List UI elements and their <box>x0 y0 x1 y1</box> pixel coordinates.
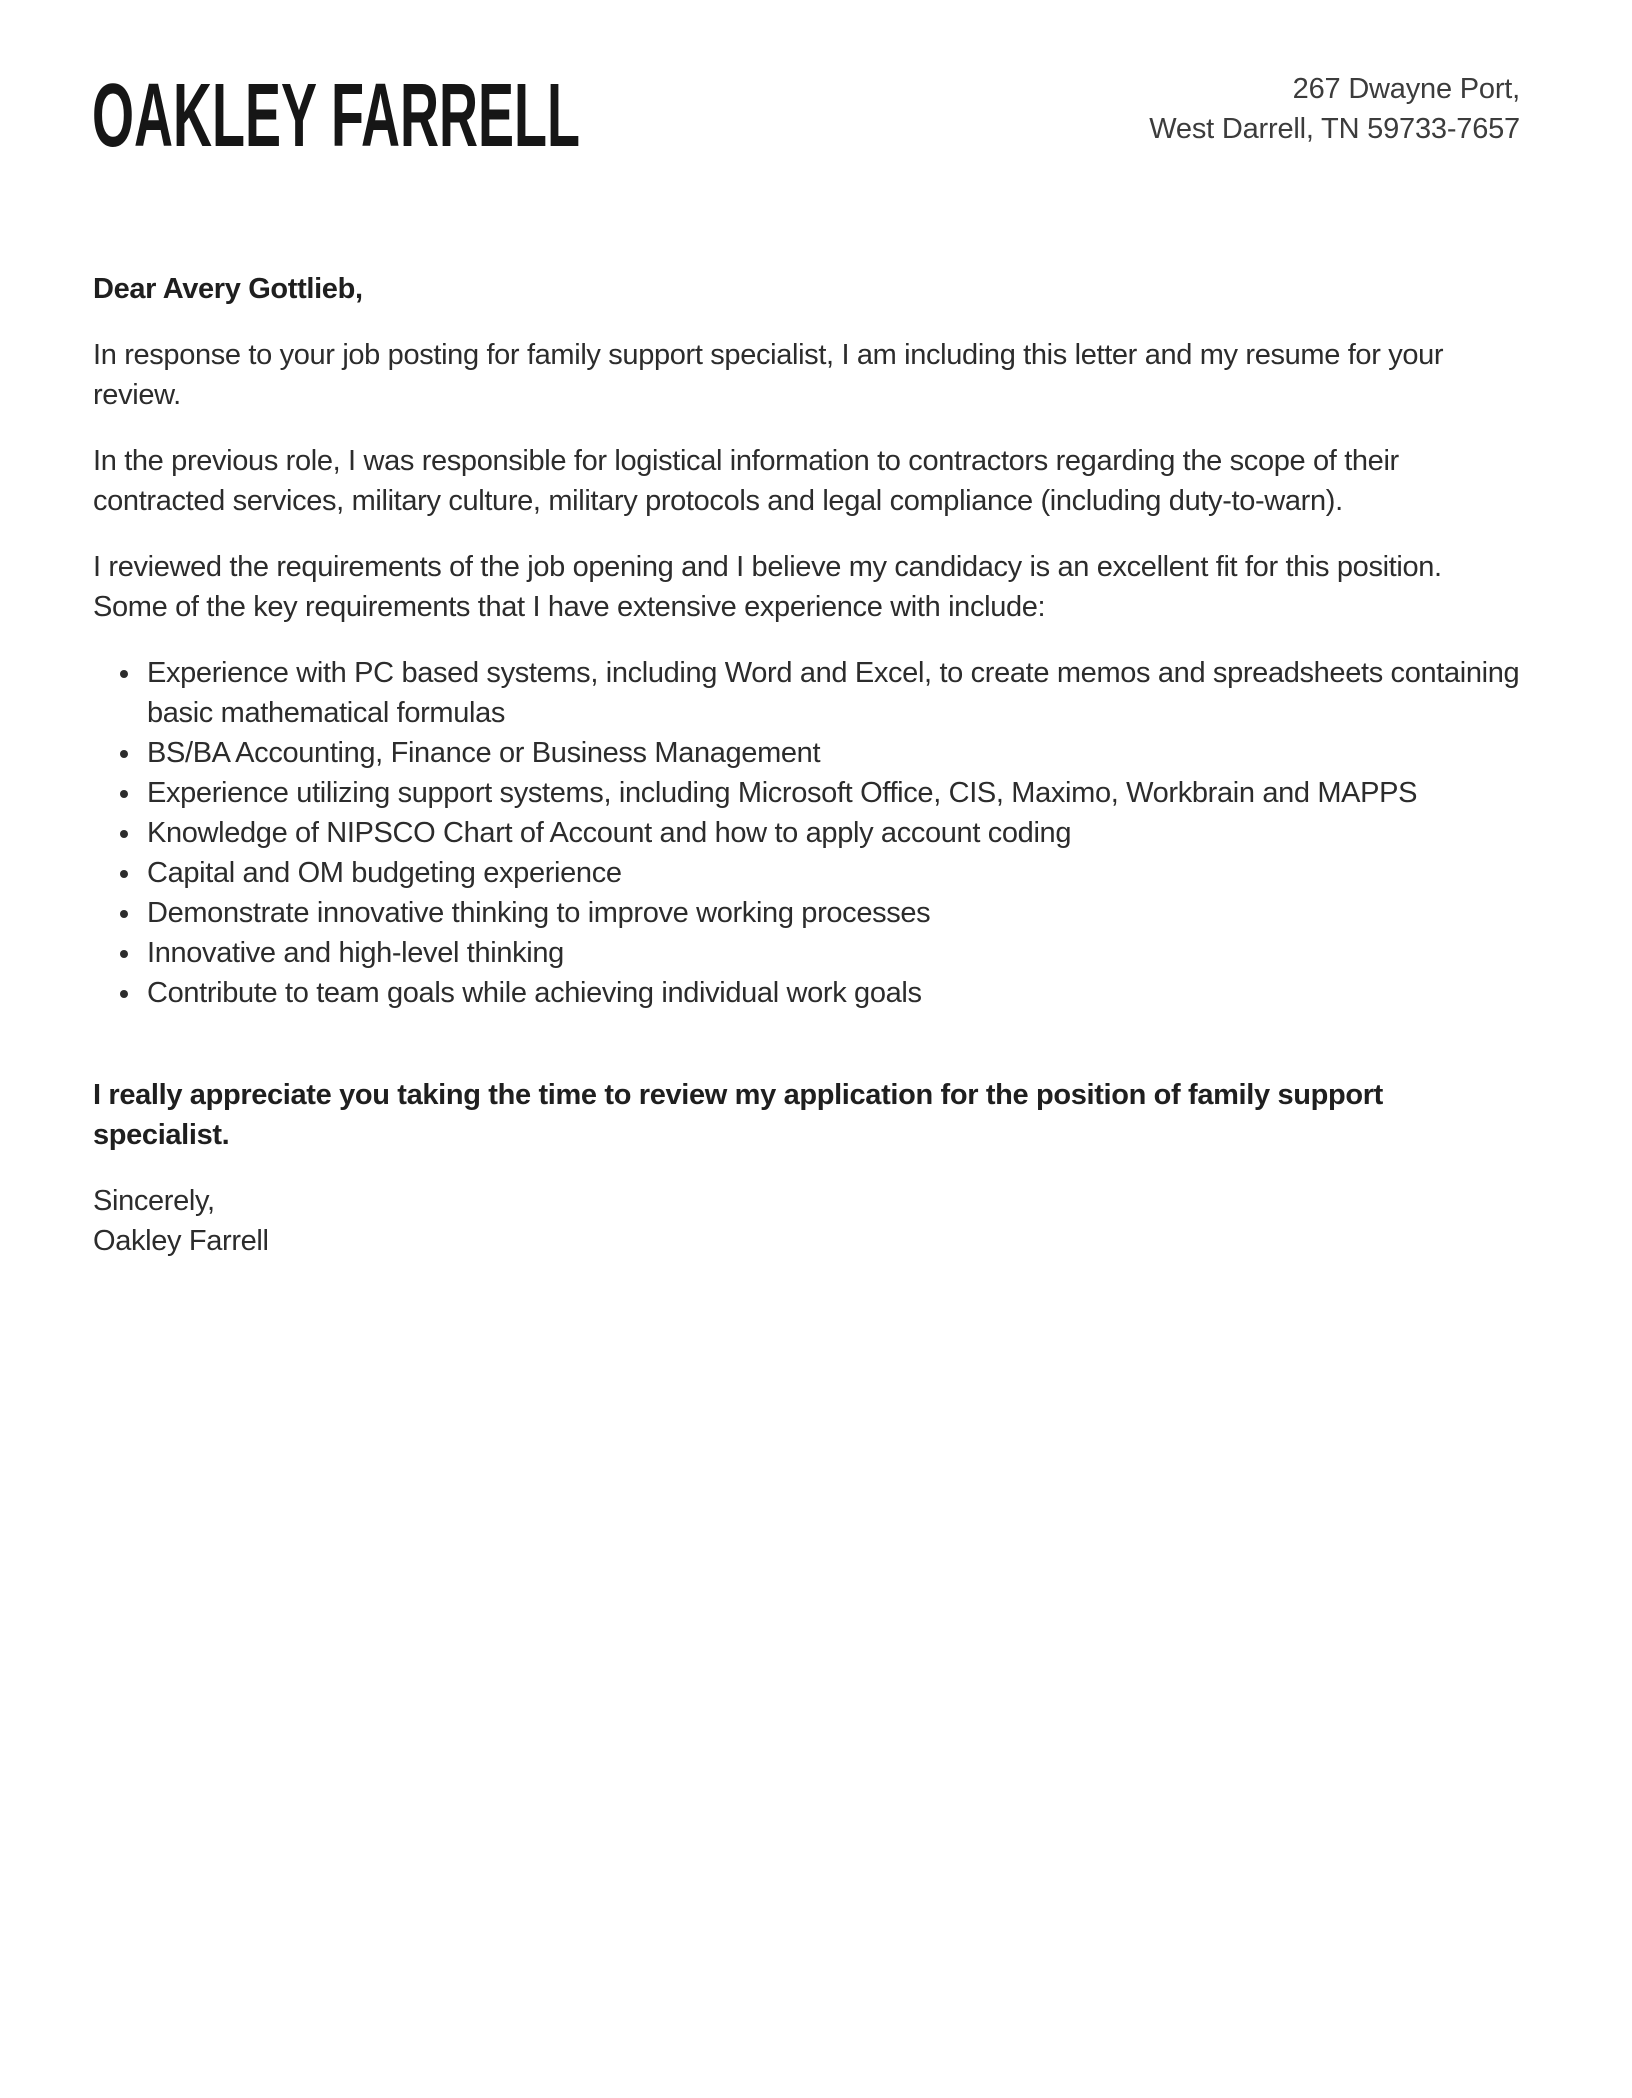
paragraph-intro: In response to your job posting for family support specialist, I am including this letter and my resume for your review. <box>93 339 1444 411</box>
address-line-2: West Darrell, TN 59733-7657 <box>1149 113 1520 145</box>
signoff: Sincerely, <box>93 1185 215 1217</box>
closing-paragraph: I really appreciate you taking the time to review my application for the position of family support specialist. <box>93 1079 1383 1151</box>
requirement-item: • Innovative and high-level thinking <box>143 933 1520 973</box>
requirement-item: • Contribute to team goals while achieving individual work goals <box>143 973 1520 1013</box>
signature-block <box>93 1181 1520 1261</box>
letter-body <box>93 269 1520 1261</box>
sender-name: OAKLEY FARRELL <box>92 66 581 166</box>
sender-address <box>1149 69 1520 149</box>
greeting: Dear Avery Gottlieb, <box>93 273 363 305</box>
requirement-item: • BS/BA Accounting, Finance or Business Management <box>143 733 1520 773</box>
signature-name: Oakley Farrell <box>93 1225 269 1257</box>
requirement-item: • Experience utilizing support systems, including Microsoft Office, CIS, Maximo, Workbrain and MAPPS <box>143 773 1520 813</box>
paragraph-previous-role: In the previous role, I was responsible for logistical information to contractors regarding the scope of their contracted services, military culture, military protocols and legal compliance (including duty-to-warn). <box>93 445 1399 517</box>
address-line-1: 267 Dwayne Port, <box>1292 73 1520 105</box>
requirement-item: • Demonstrate innovative thinking to improve working processes <box>143 893 1520 933</box>
requirements-list <box>93 653 1520 1013</box>
paragraph-requirements-lead: I reviewed the requirements of the job opening and I believe my candidacy is an excellent fit for this position. Some of the key requirements that I have extensive experience with include: <box>93 551 1442 623</box>
requirement-item: • Experience with PC based systems, including Word and Excel, to create memos and spreadsheets containing basic mathematical formulas <box>143 653 1520 733</box>
requirement-item: • Knowledge of NIPSCO Chart of Account and how to apply account coding <box>143 813 1520 853</box>
requirement-item: • Capital and OM budgeting experience <box>143 853 1520 893</box>
